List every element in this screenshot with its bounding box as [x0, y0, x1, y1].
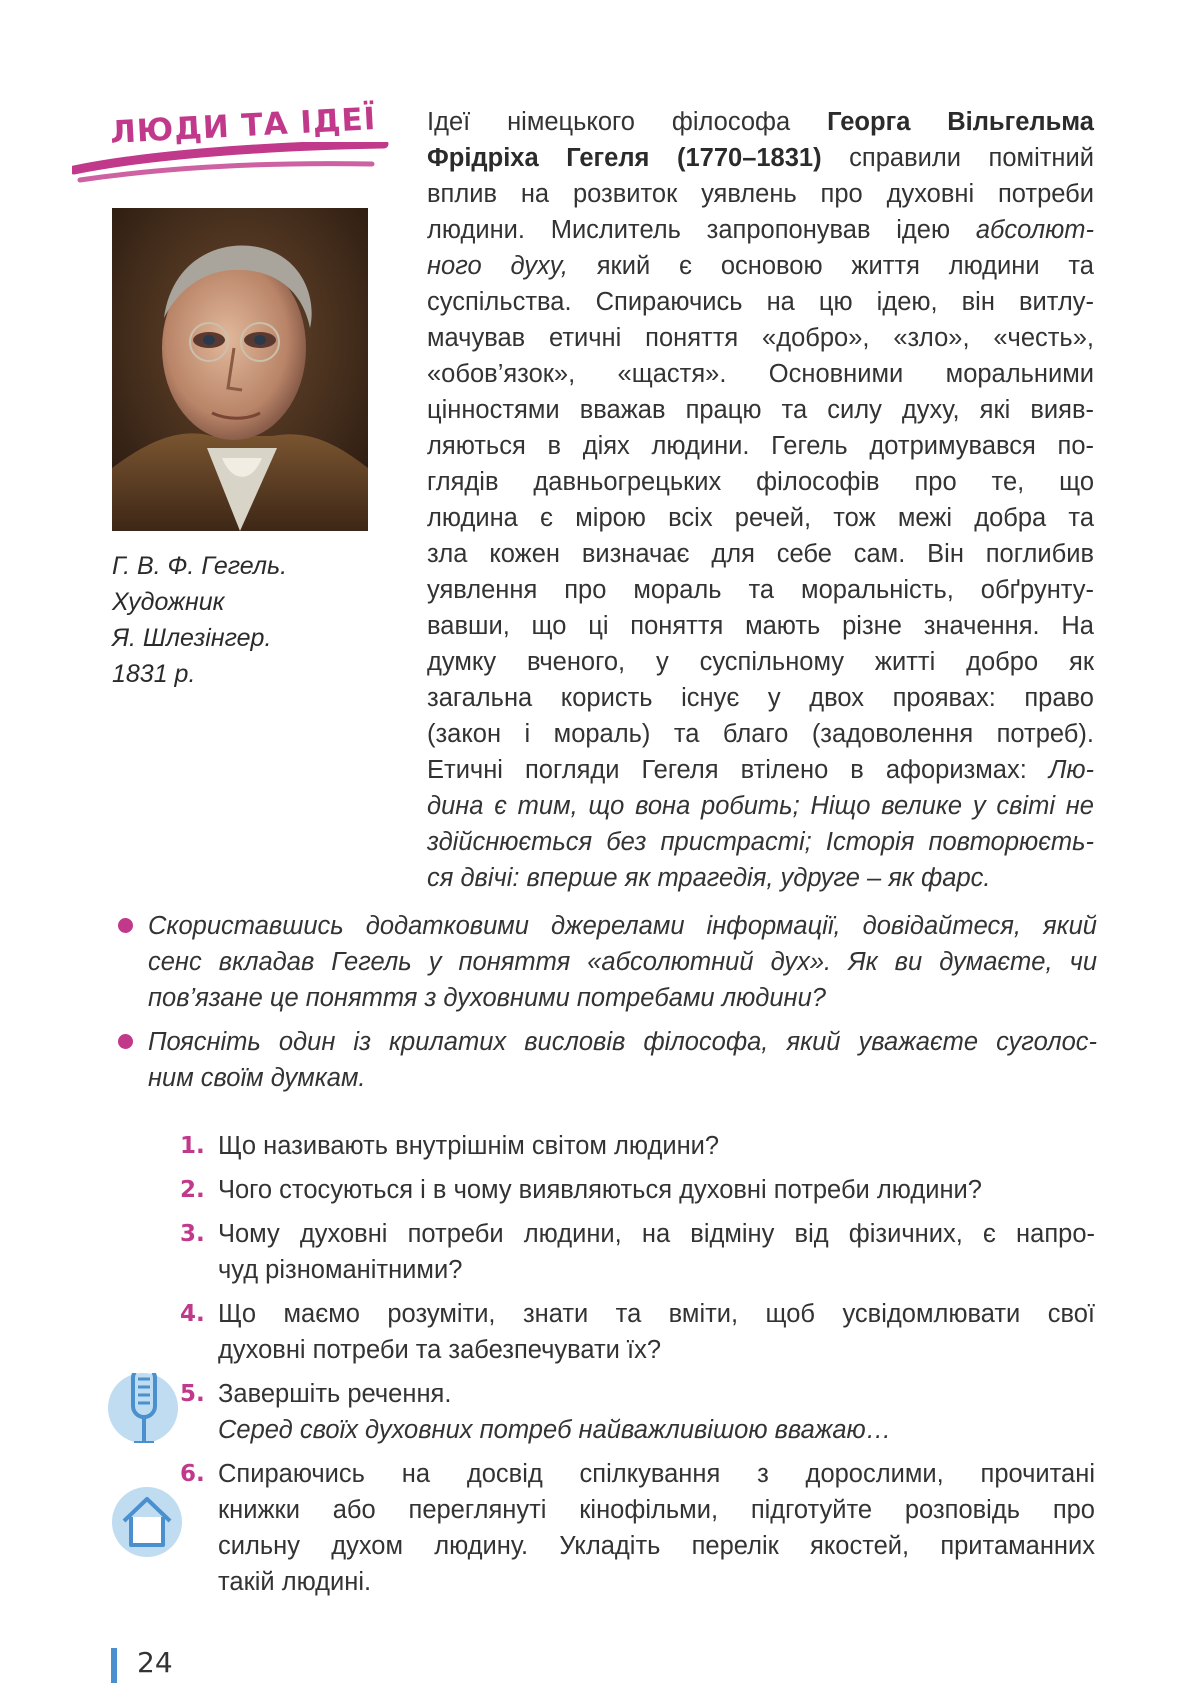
text-line [427, 320, 1094, 356]
question-number: 2. [180, 1177, 205, 1203]
task-bullet [112, 1024, 1097, 1096]
home-icon [112, 1487, 182, 1557]
question-item [180, 1172, 1095, 1208]
section-heading-title: ЛЮДИ ТА ІДЕЇ [109, 101, 378, 151]
text-line [427, 428, 1094, 464]
text-line [427, 392, 1094, 428]
text-line [427, 824, 1094, 860]
question-item [180, 1376, 1095, 1448]
text-segment: вавши, що ці поняття мають різне значення. На [427, 612, 1094, 640]
text-line [427, 716, 1094, 752]
caption-line: Художник [112, 588, 225, 616]
question-number: 5. [180, 1381, 205, 1407]
italic-text: ного духу, [427, 252, 568, 280]
bullet-line: Поясніть один із крилатих висловів філософа, який уважаєте суголос- [148, 1028, 1097, 1056]
text-line [427, 212, 1094, 248]
question-text: духовні потреби та забезпечувати їх? [218, 1336, 662, 1364]
text-segment: «обов’язок», «щастя». Основними моральними [427, 360, 1094, 388]
question-item [180, 1216, 1095, 1288]
text-segment: глядів давньогрецьких філософів про те, що [427, 468, 1094, 496]
text-segment: людина є мірою всіх речей, тож межі добра та [427, 504, 1094, 532]
portrait-caption [112, 548, 372, 692]
italic-text: Лю- [1048, 756, 1094, 784]
page-number: 24 [137, 1646, 173, 1679]
text-line [427, 500, 1094, 536]
question-text: Завершіть речення. [218, 1380, 452, 1408]
text-line [427, 752, 1094, 788]
caption-line: Я. Шлезінгер. [112, 624, 272, 652]
text-line [427, 860, 1094, 896]
text-line [427, 176, 1094, 212]
question-number: 6. [180, 1461, 205, 1487]
question-text: чуд різноманітними? [218, 1256, 463, 1284]
bullet-line: Скориставшись додатковими джерелами інформації, довідайтеся, який [148, 912, 1097, 940]
review-questions [180, 1128, 1095, 1608]
page-number-marker [111, 1648, 117, 1683]
bullet-dot-icon [118, 1034, 133, 1049]
text-line [427, 464, 1094, 500]
bullet-line: пов’язане це поняття з духовними потребами людини? [148, 984, 826, 1012]
question-number: 1. [180, 1133, 205, 1159]
question-item [180, 1456, 1095, 1600]
italic-text: ся двічі: вперше як трагедія, удруге – як фарс. [427, 864, 991, 892]
section-heading [72, 102, 392, 188]
text-line [427, 140, 1094, 176]
text-line [427, 644, 1094, 680]
text-line [427, 536, 1094, 572]
text-segment: суспільства. Спираючись на цю ідею, він витлу- [427, 288, 1094, 316]
text-segment: (закон і мораль) та благо (задоволення потреб). [427, 720, 1094, 748]
question-text: Спираючись на досвід спілкування з дорослими, прочитані [218, 1460, 1095, 1488]
question-text: такій людині. [218, 1568, 372, 1596]
text-segment: зла кожен визначає для себе сам. Він поглибив [427, 540, 1094, 568]
question-text: сильну духом людину. Укладіть перелік якостей, притаманних [218, 1532, 1095, 1560]
italic-text: абсолют- [975, 216, 1094, 244]
bold-text: Фрідріха Гегеля (1770–1831) [427, 144, 822, 172]
text-line [427, 788, 1094, 824]
text-segment: ляються в діях людини. Гегель дотримувався по- [427, 432, 1094, 460]
text-segment: думку вченого, у суспільному житті добро як [427, 648, 1094, 676]
text-line [427, 284, 1094, 320]
text-segment: загальна користь існує у двох проявах: право [427, 684, 1094, 712]
text-line [427, 608, 1094, 644]
italic-text: дина є тим, що вона робить; Ніщо велике у світі не [427, 792, 1094, 820]
bullet-dot-icon [118, 918, 133, 933]
question-text: Серед своїх духовних потреб найважливішою вважаю… [218, 1416, 892, 1444]
question-text: Що маємо розуміти, знати та вміти, щоб усвідомлювати свої [218, 1300, 1095, 1328]
question-text: Чому духовні потреби людини, на відміну від фізичних, є напро- [218, 1220, 1095, 1248]
bullet-line: сенс вкладав Гегель у поняття «абсолютний дух». Як ви думаєте, чи [148, 948, 1097, 976]
text-segment: мачував етичні поняття «добро», «зло», «честь», [427, 324, 1094, 352]
hegel-biography-text [427, 104, 1094, 896]
text-line [427, 248, 1094, 284]
text-segment: вплив на розвиток уявлень про духовні потреби [427, 180, 1094, 208]
text-line [427, 356, 1094, 392]
text-segment: цінностями вважав працю та силу духу, які вияв- [427, 396, 1094, 424]
caption-line: Г. В. Ф. Гегель. [112, 552, 288, 580]
question-item [180, 1128, 1095, 1164]
heading-underline-brush [72, 142, 392, 188]
italic-text: здійснюється без пристрасті; Історія повторюєть- [427, 828, 1094, 856]
text-segment: Етичні погляди Гегеля втілено в афоризмах: [427, 756, 1049, 784]
text-segment: справили помітний [821, 144, 1094, 172]
text-segment: Ідеї німецького філософа [427, 108, 828, 136]
discussion-tasks [112, 908, 1097, 1104]
text-segment: який є основою життя людини та [567, 252, 1094, 280]
question-text: Що називають внутрішнім світом людини? [218, 1132, 720, 1160]
text-line [427, 104, 1094, 140]
text-segment: уявлення про мораль та моральність, обґрунту- [427, 576, 1094, 604]
bold-text: Георга Вільгельма [827, 108, 1094, 136]
text-segment: людини. Мислитель запропонував ідею [427, 216, 976, 244]
task-bullet [112, 908, 1097, 1016]
question-item [180, 1296, 1095, 1368]
bullet-line: ним своїм думкам. [148, 1064, 366, 1092]
text-line [427, 572, 1094, 608]
question-text: Чого стосуються і в чому виявляються духовні потреби людини? [218, 1176, 982, 1204]
caption-line: 1831 р. [112, 660, 196, 688]
hegel-portrait [112, 208, 368, 531]
question-number: 3. [180, 1221, 205, 1247]
question-text: книжки або переглянуті кінофільми, підготуйте розповідь про [218, 1496, 1095, 1524]
question-number: 4. [180, 1301, 205, 1327]
text-line [427, 680, 1094, 716]
microphone-icon [108, 1373, 178, 1443]
